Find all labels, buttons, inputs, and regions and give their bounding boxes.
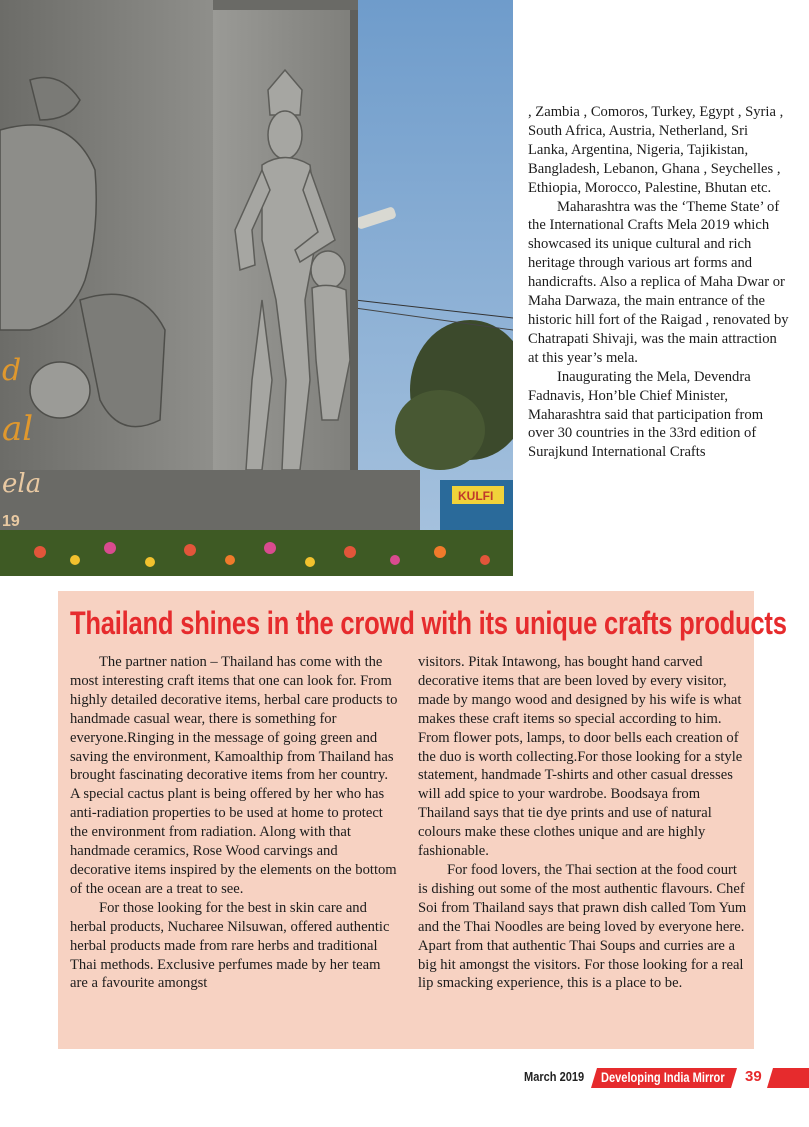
page-footer [509,1068,809,1088]
sign-fragment-2: al [2,409,34,449]
sidebar-right-column [418,653,748,993]
sign-fragment-4: 19 [2,513,20,530]
right-paragraph-3: Inaugurating the Mela, Devendra Fadnavis, Hon’ble Chief Minister, Maharashtra said that participation from over 30 countries in the 33rd edition of Surajkund International Crafts [528,368,764,461]
thailand-sidebar [58,591,787,1049]
photo-sculpture [0,0,513,576]
footer-magazine-name: Developing India Mirror [601,1070,725,1085]
sculpture-illustration [0,0,513,576]
right-column-text [528,103,790,462]
right-paragraph-2: Maharashtra was the ‘Theme State’ of the International Crafts Mela 2019 which showcased its unique cultural and rich heritage through various art forms and handicrafts. Also a replica of Maha Dwar or Maha Darwaza, the main entrance of the historic hill fort of the Raigad , renovated by Chatrapati Shivaji, was the main attraction at this year’s mela. [528,198,789,366]
sidebar-right-paragraph-2: For food lovers, the Thai section at the food court is dishing out some of the most authentic flavours. Chef Soi from Thailand says that prawn dish called Tom Yum and the Thai Noodles are being loved by everyone here. Apart from that authentic Thai Soups and curries are a big hit amongst the visitors. For those looking for a real lip smacking experience, this is a place to be. [418,861,747,992]
sidebar-left-paragraph-1: The partner nation – Thailand has come with the most interesting craft items that one can look for. From highly detailed decorative items, herbal care products to handmade casual wear, there is something for everyone.Ringing in the message of going green and saving the environment, Kamoalthip from Thailand has brought fascinating decorative items from her country. A special cactus plant is being offered by her who has anti-radiation properties to be used at home to protect the environment from radiation. Along with that handmade ceramics, Rose Wood carvings and decorative items inspired by the elements on the bottom of the ocean are a treat to see. [70,654,398,897]
right-paragraph-1: , Zambia , Comoros, Turkey, Egypt , Syria , South Africa, Austria, Netherland, Sri Lanka, Argentina, Nigeria, Tajikistan, Bangladesh, Lebanon, Ghana , Seychelles , Ethiopia, Morocco, Palestine, Bhutan etc. [528,104,784,196]
page-number: 39 [745,1068,762,1085]
footer-accent-bar [767,1068,809,1088]
sidebar-right-paragraph-1: visitors. Pitak Intawong, has bought hand carved decorative items that are been loved by every visitor, made by mango wood and designed by his wife is what makes these craft items so special according to him. From flower pots, lamps, to door bells each creation of the duo is worth collecting.For those looking for a style statement, handmade T-shirts and other casual dresses will add spice to your wardrobe. Boodsaya from Thailand says that tie dye prints and use of natural colours make these clothes unique and are highly fashionable. [418,654,743,860]
stall-sign: KULFI [458,489,494,503]
sidebar-left-column [70,653,400,993]
footer-month: March 2019 [524,1069,585,1084]
sign-fragment-1: d [2,353,22,388]
sign-fragment-3: ela [2,469,42,499]
sidebar-title: Thailand shines in the crowd with its unique crafts products [70,605,787,641]
sidebar-left-paragraph-2: For those looking for the best in skin care and herbal products, Nucharee Nilsuwan, offered authentic herbal products made from rare herbs and traditional Thai methods. Exclusive perfumes made by her team are a favourite amongst [70,899,390,992]
